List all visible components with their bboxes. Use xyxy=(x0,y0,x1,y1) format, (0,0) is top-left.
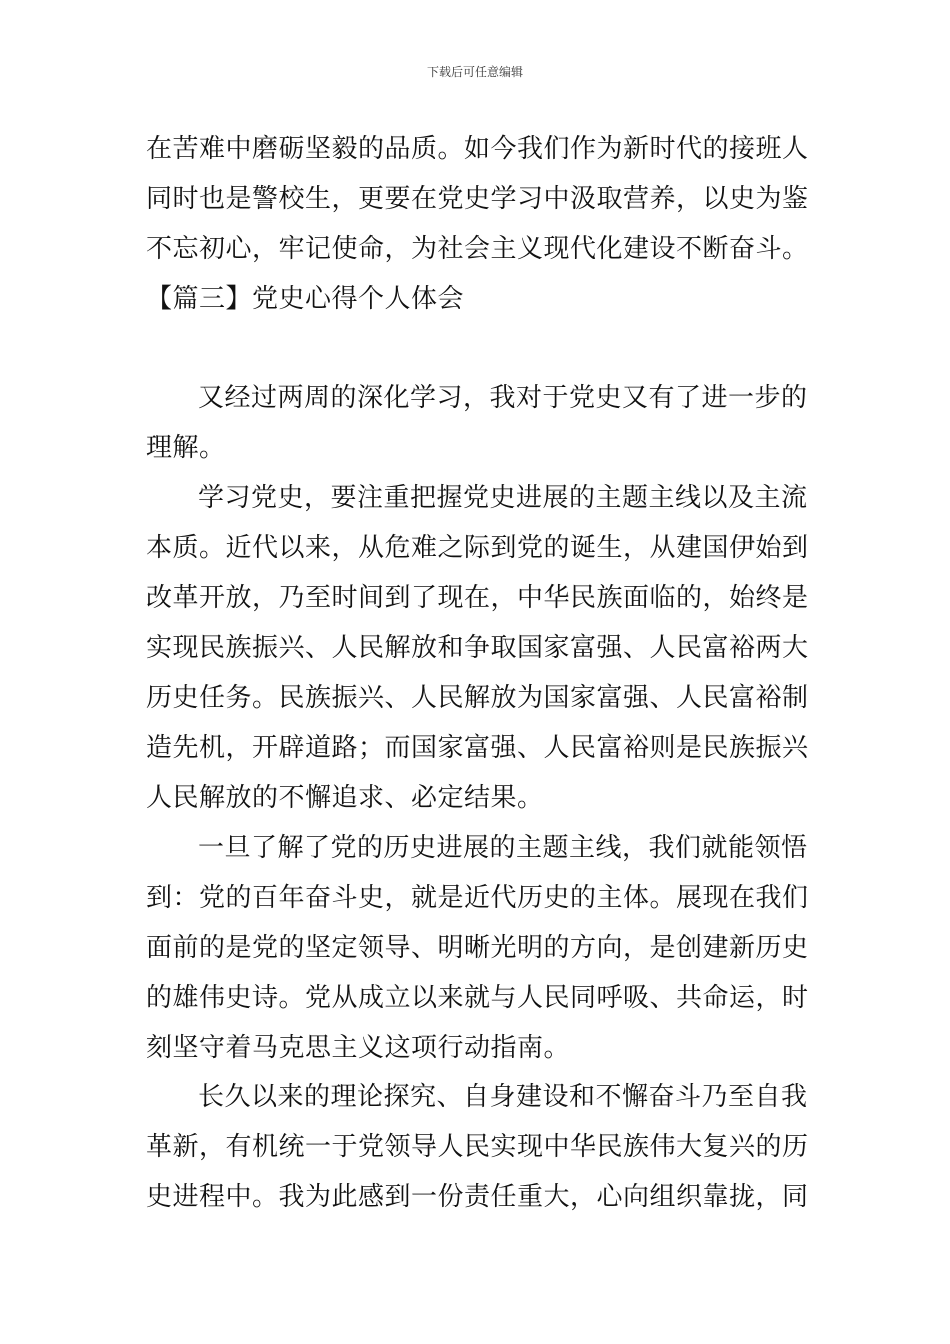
body-text-line: 理解。 xyxy=(146,433,226,463)
body-text-line: 史进程中。我为此感到一份责任重大，心向组织靠拢，同 xyxy=(146,1182,809,1212)
body-text-line: 面前的是党的坚定领导、明晰光明的方向，是创建新历史 xyxy=(146,933,809,963)
page-header: 下载后可任意编辑 xyxy=(426,65,523,79)
body-text-line: 在苦难中磨砺坚毅的品质。如今我们作为新时代的接班人 xyxy=(146,134,809,164)
body-text-line: 造先机，开辟道路；而国家富强、人民富裕则是民族振兴 xyxy=(146,733,809,763)
paragraph-first-line: 一旦了解了党的历史进展的主题主线，我们就能领悟 xyxy=(198,833,808,863)
body-text-line: 到：党的百年奋斗史，就是近代历史的主体。展现在我们 xyxy=(146,883,809,913)
body-text-line: 改革开放，乃至时间到了现在，中华民族面临的，始终是 xyxy=(146,583,809,613)
body-text-line: 同时也是警校生，更要在党史学习中汲取营养，以史为鉴 xyxy=(146,184,809,214)
paragraph-first-line: 学习党史，要注重把握党史进展的主题主线以及主流 xyxy=(198,483,808,513)
section-heading: 【篇三】党史心得个人体会 xyxy=(146,284,465,314)
paragraph-first-line: 长久以来的理论探究、自身建设和不懈奋斗乃至自我 xyxy=(198,1082,808,1112)
body-text-line: 本质。近代以来，从危难之际到党的诞生，从建国伊始到 xyxy=(146,533,809,563)
body-text-line: 的雄伟史诗。党从成立以来就与人民同呼吸、共命运，时 xyxy=(146,983,809,1013)
body-text-line: 刻坚守着马克思主义这项行动指南。 xyxy=(146,1033,571,1063)
body-text-line: 革新，有机统一于党领导人民实现中华民族伟大复兴的历 xyxy=(146,1132,809,1162)
body-text-line: 不忘初心，牢记使命，为社会主义现代化建设不断奋斗。 xyxy=(146,234,809,264)
body-text-line: 历史任务。民族振兴、人民解放为国家富强、人民富裕制 xyxy=(146,683,809,713)
body-text-line: 人民解放的不懈追求、必定结果。 xyxy=(146,783,544,813)
paragraph-first-line: 又经过两周的深化学习，我对于党史又有了进一步的 xyxy=(198,383,808,413)
body-text-line: 实现民族振兴、人民解放和争取国家富强、人民富裕两大 xyxy=(146,633,809,663)
